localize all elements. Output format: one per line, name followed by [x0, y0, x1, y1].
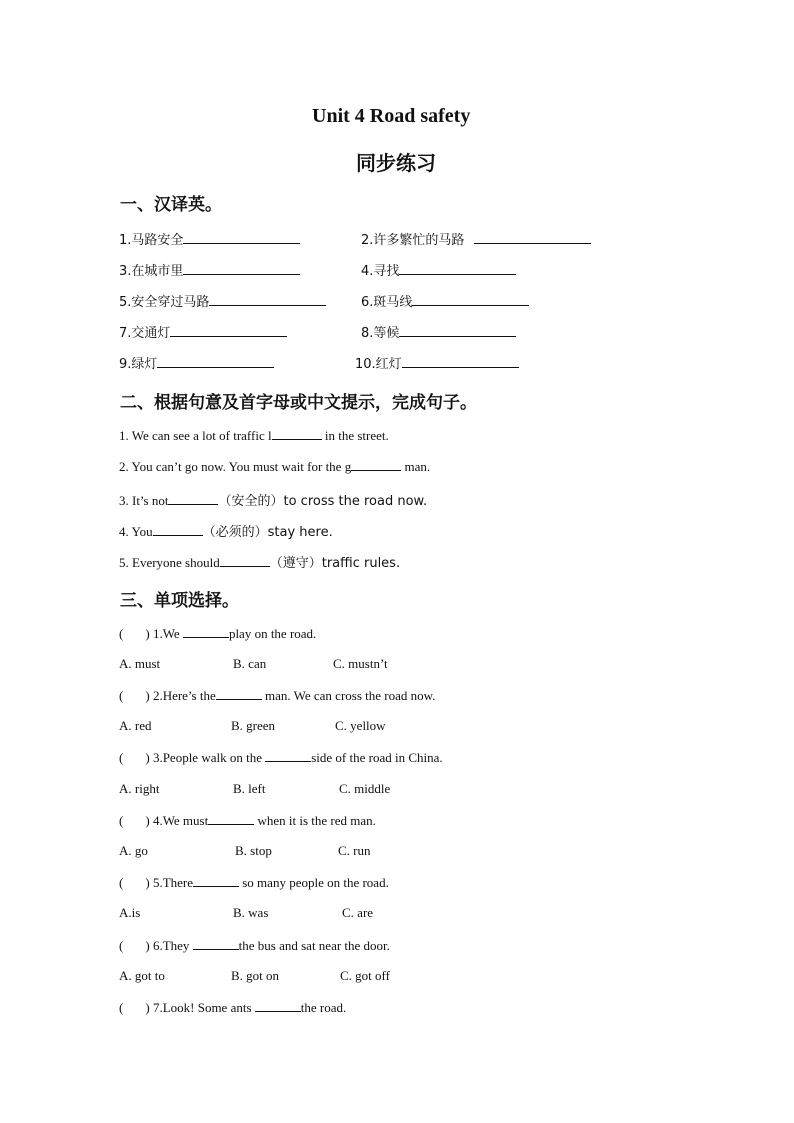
question-stem: ( ) 7.Look! Some ants the road.: [119, 1000, 347, 1015]
option-c: C. yellow: [335, 718, 386, 733]
option-b: B. was: [233, 905, 269, 920]
translation-item: 7.交通灯: [119, 322, 287, 341]
answer-blank[interactable]: [153, 523, 203, 536]
option-a: A. must: [119, 656, 161, 671]
option-a: A. right: [119, 781, 160, 796]
translation-item: 6.斑马线: [361, 291, 529, 310]
option-c: C. middle: [339, 781, 391, 796]
answer-blank[interactable]: [399, 324, 516, 337]
completion-sentence: 3. It’s not （安全的）to cross the road now.: [119, 493, 428, 509]
answer-blank[interactable]: [220, 554, 270, 567]
question-stem: ( ) 1.We play on the road.: [119, 626, 317, 641]
answer-blank[interactable]: [183, 625, 229, 638]
option-a: A. red: [119, 718, 152, 733]
completion-sentence: 1. We can see a lot of traffic l in the street.: [119, 428, 389, 443]
answer-blank[interactable]: [402, 355, 519, 368]
option-b: B. got on: [231, 968, 280, 983]
answer-blank[interactable]: [208, 812, 254, 825]
question-stem: ( ) 3.People walk on the side of the road in China.: [119, 750, 443, 765]
translation-item: 4.寻找: [361, 260, 516, 279]
page-title: Unit 4 Road safety: [312, 105, 471, 127]
translation-item: 1.马路安全: [119, 229, 300, 248]
answer-blank[interactable]: [193, 937, 239, 950]
answer-blank[interactable]: [351, 458, 401, 471]
answer-blank[interactable]: [157, 355, 274, 368]
section-heading-translation: 一、汉译英。: [120, 195, 222, 215]
answer-blank[interactable]: [272, 427, 322, 440]
page-subtitle: 同步练习: [356, 151, 436, 175]
completion-sentence: 4. You （必须的）stay here.: [119, 524, 333, 540]
option-c: C. run: [338, 843, 371, 858]
translation-item: 8.等候: [361, 322, 516, 341]
answer-blank[interactable]: [183, 262, 300, 275]
option-a: A. got to: [119, 968, 165, 983]
translation-item: 3.在城市里: [119, 260, 300, 279]
answer-blank[interactable]: [209, 293, 326, 306]
answer-blank[interactable]: [255, 999, 301, 1012]
translation-item: 10.红灯: [355, 353, 519, 372]
answer-blank[interactable]: [216, 687, 262, 700]
translation-item: 9.绿灯: [119, 353, 274, 372]
translation-item: 2.许多繁忙的马路: [361, 229, 591, 248]
answer-blank[interactable]: [399, 262, 516, 275]
answer-blank[interactable]: [170, 324, 287, 337]
option-a: A.is: [119, 905, 141, 920]
section-heading-multiple-choice: 三、单项选择。: [120, 591, 239, 611]
question-stem: ( ) 5.There so many people on the road.: [119, 875, 389, 890]
option-b: B. green: [231, 718, 276, 733]
option-c: C. mustn’t: [333, 656, 388, 671]
answer-blank[interactable]: [412, 293, 529, 306]
question-stem: ( ) 6.They the bus and sat near the door.: [119, 938, 390, 953]
option-b: B. left: [233, 781, 266, 796]
answer-blank[interactable]: [265, 749, 311, 762]
completion-sentence: 2. You can’t go now. You must wait for the g man.: [119, 459, 431, 474]
option-b: B. stop: [235, 843, 272, 858]
translation-item: 5.安全穿过马路: [119, 291, 326, 310]
question-stem: ( ) 4.We must when it is the red man.: [119, 813, 376, 828]
answer-blank[interactable]: [193, 874, 239, 887]
option-a: A. go: [119, 843, 148, 858]
completion-sentence: 5. Everyone should （遵守）traffic rules.: [119, 555, 401, 571]
answer-blank[interactable]: [183, 231, 300, 244]
question-stem: ( ) 2.Here’s the man. We can cross the road now.: [119, 688, 436, 703]
option-b: B. can: [233, 656, 267, 671]
option-c: C. are: [342, 905, 374, 920]
answer-blank[interactable]: [474, 231, 591, 244]
answer-blank[interactable]: [168, 492, 218, 505]
section-heading-completion: 二、根据句意及首字母或中文提示，完成句子。: [120, 393, 477, 413]
option-c: C. got off: [340, 968, 390, 983]
